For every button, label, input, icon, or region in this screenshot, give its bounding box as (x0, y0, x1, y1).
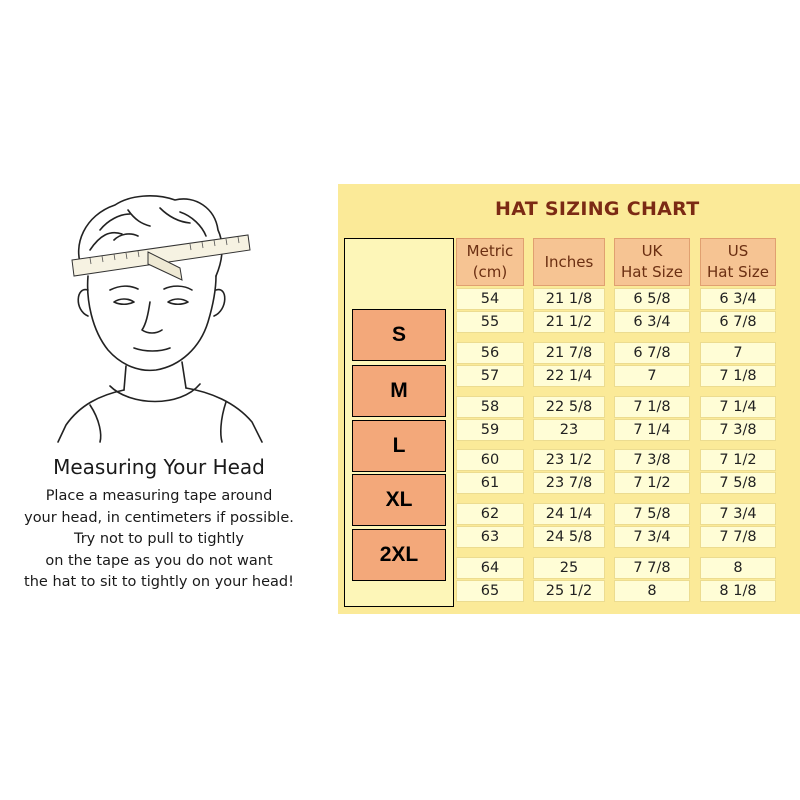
instruction-line: on the tape as you do not want (45, 552, 273, 569)
table-cell-us-hat-size: 7 (700, 342, 776, 364)
column-header-line: US (727, 242, 749, 260)
table-cell-uk-hat-size: 7 1/2 (614, 472, 690, 494)
table-cell-inches: 22 1/4 (533, 365, 605, 387)
table-cell-us-hat-size: 7 7/8 (700, 526, 776, 548)
instruction-line: Place a measuring tape around (45, 488, 273, 504)
size-label-m: M (352, 365, 446, 417)
table-cell-us-hat-size: 6 3/4 (700, 288, 776, 310)
table-cell-metric-cm: 56 (456, 342, 524, 364)
column-header-line: UK (641, 242, 663, 260)
table-cell-uk-hat-size: 7 7/8 (614, 557, 690, 579)
table-cell-inches: 23 1/2 (533, 449, 605, 471)
chart-title: HAT SIZING CHART (495, 198, 700, 220)
table-cell-inches: 24 5/8 (533, 526, 605, 548)
column-header-uk-hat-size (614, 238, 690, 286)
size-label-xl: XL (352, 474, 446, 526)
table-cell-metric-cm: 61 (456, 472, 524, 494)
table-cell-us-hat-size: 8 (700, 557, 776, 579)
size-label-2xl: 2XL (352, 529, 446, 581)
table-cell-metric-cm: 64 (456, 557, 524, 579)
head-measuring-illustration (30, 190, 290, 445)
size-label-s: S (352, 309, 446, 361)
table-cell-inches: 22 5/8 (533, 396, 605, 418)
measuring-instructions (0, 486, 318, 594)
table-cell-us-hat-size: 7 1/2 (700, 449, 776, 471)
table-cell-metric-cm: 62 (456, 503, 524, 525)
table-cell-us-hat-size: 7 5/8 (700, 472, 776, 494)
table-cell-inches: 23 7/8 (533, 472, 605, 494)
measuring-title: Measuring Your Head (53, 455, 265, 479)
table-cell-us-hat-size: 7 1/8 (700, 365, 776, 387)
table-cell-us-hat-size: 7 1/4 (700, 396, 776, 418)
table-cell-uk-hat-size: 7 1/4 (614, 419, 690, 441)
table-cell-metric-cm: 63 (456, 526, 524, 548)
table-cell-uk-hat-size: 7 5/8 (614, 503, 690, 525)
column-header-line: Hat Size (707, 263, 769, 281)
size-label-column (344, 238, 454, 607)
table-cell-inches: 21 1/8 (533, 288, 605, 310)
column-header-inches (533, 238, 605, 286)
table-cell-inches: 25 (533, 557, 605, 579)
column-header-metric-cm (456, 238, 524, 286)
table-cell-uk-hat-size: 7 1/8 (614, 396, 690, 418)
table-cell-inches: 24 1/4 (533, 503, 605, 525)
table-cell-uk-hat-size: 8 (614, 580, 690, 602)
table-cell-us-hat-size: 6 7/8 (700, 311, 776, 333)
instruction-line: your head, in centimeters if possible. (24, 509, 294, 526)
table-cell-metric-cm: 65 (456, 580, 524, 602)
table-cell-uk-hat-size: 7 3/8 (614, 449, 690, 471)
table-cell-us-hat-size: 7 3/4 (700, 503, 776, 525)
column-header-line: Inches (544, 252, 594, 271)
table-cell-uk-hat-size: 6 7/8 (614, 342, 690, 364)
table-cell-metric-cm: 60 (456, 449, 524, 471)
table-cell-metric-cm: 57 (456, 365, 524, 387)
column-header-line: Metric (466, 242, 514, 260)
table-cell-inches: 23 (533, 419, 605, 441)
table-cell-uk-hat-size: 7 3/4 (614, 526, 690, 548)
instruction-line: the hat to sit to tightly on your head! (24, 574, 294, 590)
table-cell-metric-cm: 58 (456, 396, 524, 418)
table-cell-inches: 21 1/2 (533, 311, 605, 333)
size-label-l: L (352, 420, 446, 472)
table-cell-metric-cm: 55 (456, 311, 524, 333)
table-cell-uk-hat-size: 6 5/8 (614, 288, 690, 310)
table-cell-inches: 21 7/8 (533, 342, 605, 364)
table-cell-inches: 25 1/2 (533, 580, 605, 602)
column-header-line: (cm) (472, 263, 508, 281)
table-cell-us-hat-size: 8 1/8 (700, 580, 776, 602)
hat-sizing-chart (338, 184, 800, 614)
table-cell-metric-cm: 54 (456, 288, 524, 310)
instruction-line: Try not to pull to tightly (73, 531, 245, 547)
table-cell-uk-hat-size: 7 (614, 365, 690, 387)
table-cell-us-hat-size: 7 3/8 (700, 419, 776, 441)
table-cell-uk-hat-size: 6 3/4 (614, 311, 690, 333)
column-header-us-hat-size (700, 238, 776, 286)
column-header-line: Hat Size (621, 263, 683, 281)
table-cell-metric-cm: 59 (456, 419, 524, 441)
